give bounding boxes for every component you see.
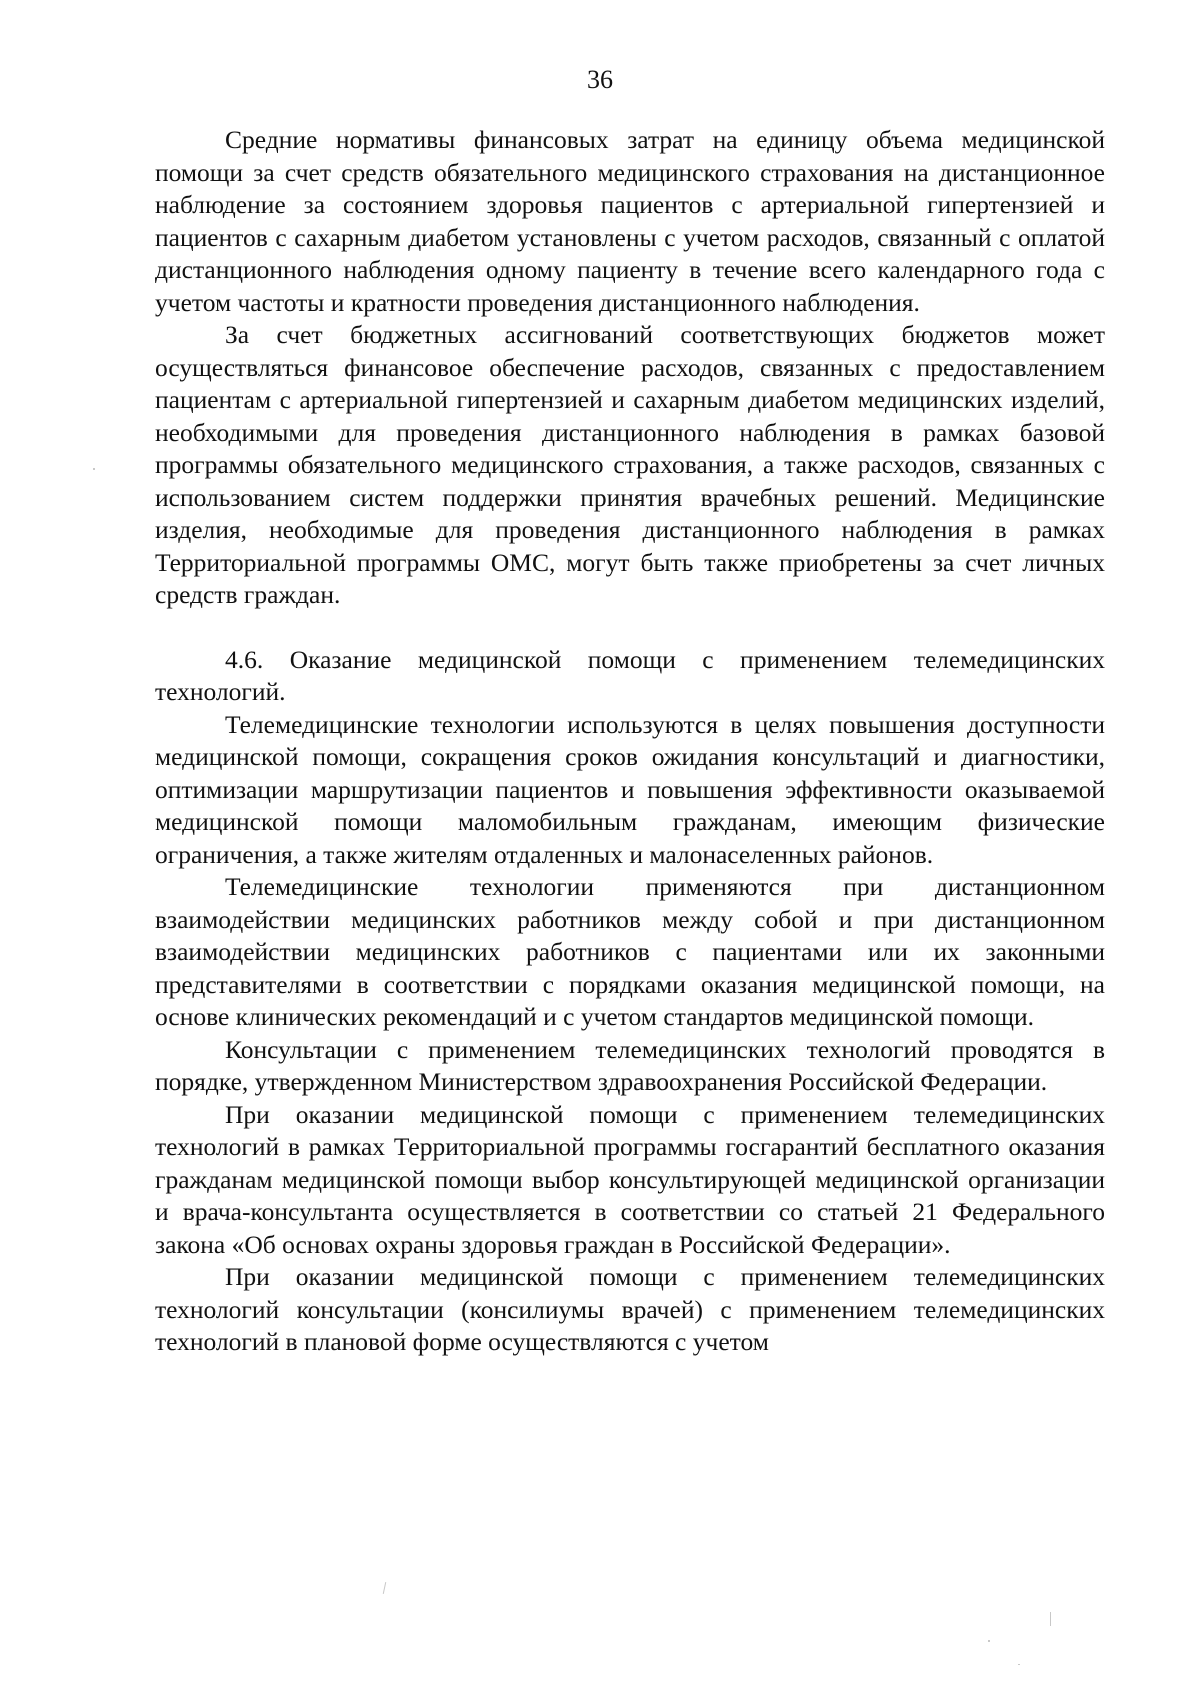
scan-speck [1050,1612,1051,1626]
section-heading-4-6: 4.6. Оказание медицинской помощи с применением телемедицинских технологий. [155,644,1105,706]
scan-speck [1018,1664,1020,1665]
paragraph-planned-consultations: При оказании медицинской помощи с применением телемедицинских технологий консультации (консилиумы врачей) с применением телемедицинских технологий в плановой форме осуществляются с учетом [155,1262,1105,1356]
page-number: 36 [587,65,613,94]
scan-speck [93,468,95,470]
paragraph-consultation-procedure: Консультации с применением телемедицинских технологий проводятся в порядке, утвержденном Министерством здравоохранения Российской Федерации. [155,1034,1105,1096]
scan-speck [988,1640,990,1642]
paragraph-remote-monitoring-norms: Средние нормативы финансовых затрат на единицу объема медицинской помощи за счет средств обязательного медицинского страхования на дистанционное наблюдение за состоянием здоровья пациентов с артериальной гипертензией и пациентов с сахарным диабетом установлены с учетом расходов, связанный с оплатой дистанционного наблюдения одному пациенту в течение всего календарного года с учетом частоты и кратности проведения дистанционного наблюдения. [155,125,1105,317]
paragraph-budget-funding: За счет бюджетных ассигнований соответствующих бюджетов может осуществляться финансовое обеспечение расходов, связанных с предоставлением пациентам с артериальной гипертензией и сахарным диабетом медицинских изделий, необходимыми для проведения дистанционного наблюдения в рамках базовой программы обязательного медицинского страхования, а также расходов, связанных с использованием систем поддержки принятия врачебных решений. Медицинские изделия, необходимые для проведения дистанционного наблюдения в рамках Территориальной программы ОМС, могут быть также приобретены за счет личных средств граждан. [155,320,1105,609]
paragraph-consultant-choice: При оказании медицинской помощи с применением телемедицинских технологий в рамках Территориальной программы госгарантий бесплатного оказания гражданам медицинской помощи выбор консультирующей медицинской организации и врача-консультанта осуществляется в соответствии со статьей 21 Федерального закона «Об основах охраны здоровья граждан в Российской Федерации». [155,1099,1105,1259]
document-body [155,124,1105,1359]
paragraph-telemedicine-purpose: Телемедицинские технологии используются в целях повышения доступности медицинской помощи, сокращения сроков ожидания консультаций и диагностики, оптимизации маршрутизации пациентов и повышения эффективности оказываемой медицинской помощи маломобильным гражданам, имеющим физические ограничения, а также жителям отдаленных и малонаселенных районов. [155,709,1105,869]
paragraph-telemedicine-application: Телемедицинские технологии применяются при дистанционном взаимодействии медицинских работников между собой и при дистанционном взаимодействии медицинских работников с пациентами или их законными представителями в соответствии с порядками оказания медицинской помощи, на основе клинических рекомендаций и с учетом стандартов медицинской помощи. [155,872,1105,1031]
scan-speck [383,1582,386,1594]
